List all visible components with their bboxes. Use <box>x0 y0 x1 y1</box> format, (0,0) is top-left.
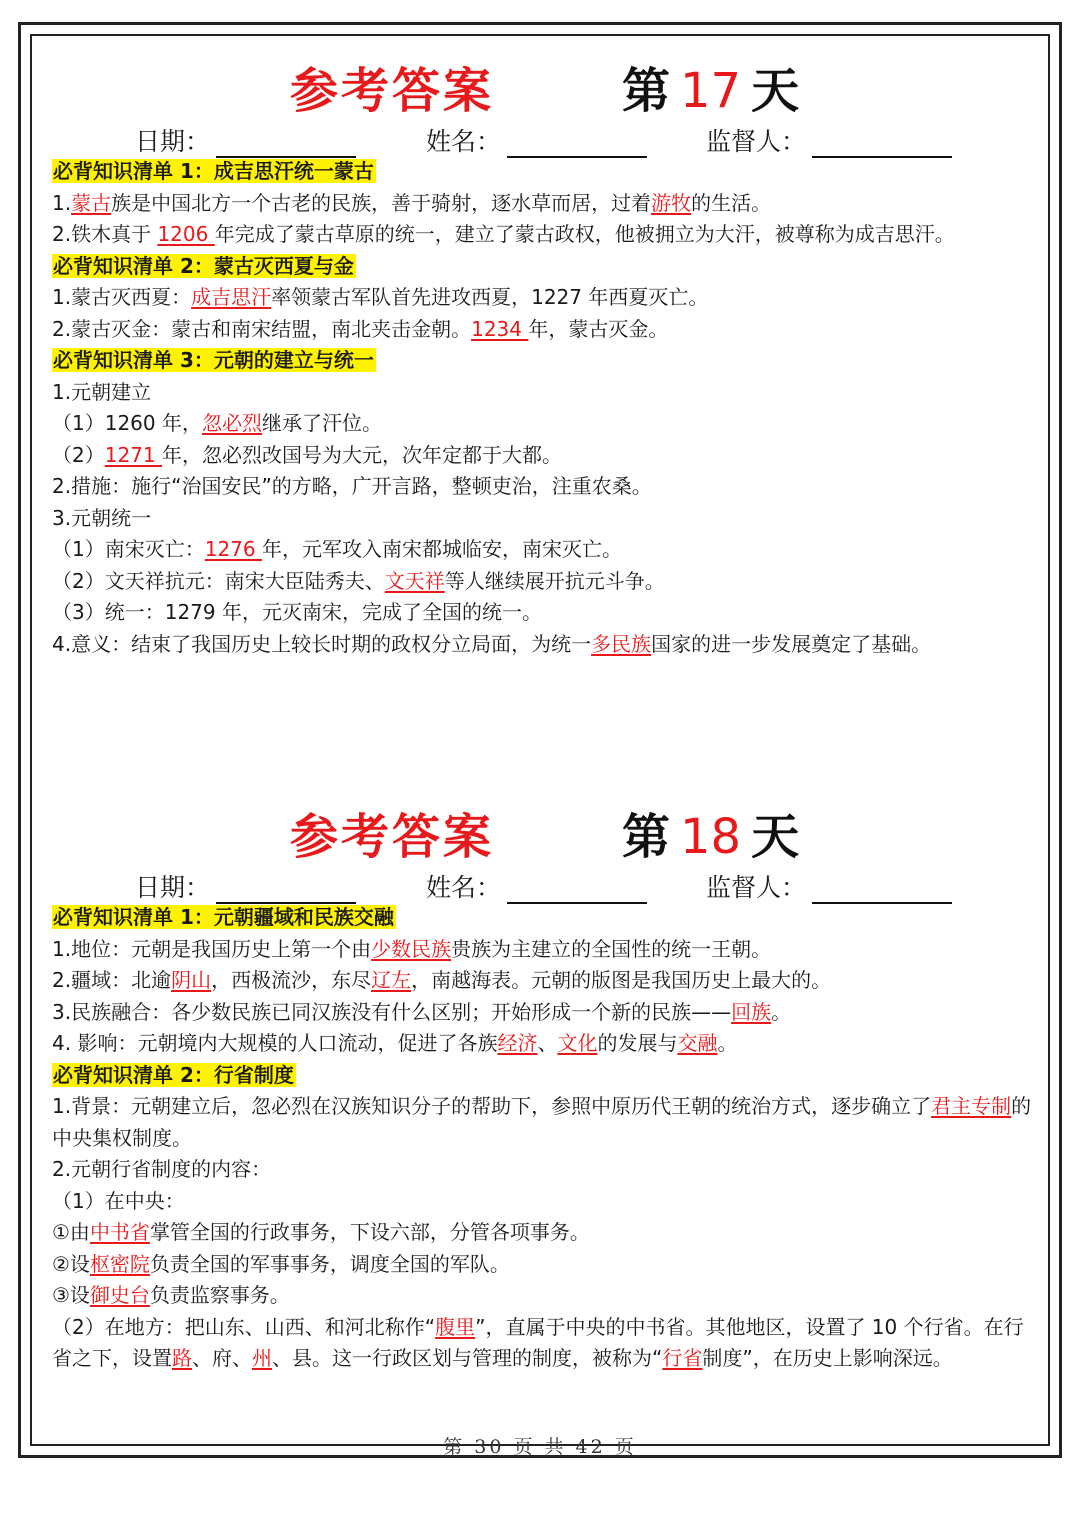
section-heading: 必背知识清单 2：行省制度 <box>53 1062 294 1087</box>
answer: 少数民族 <box>371 936 452 961</box>
sheet2-day-number: 18 <box>680 809 742 865</box>
sheet2-date-blank[interactable] <box>216 876 356 904</box>
sheet1-s3-line7 <box>52 566 1032 598</box>
text: 的发展与 <box>597 1031 678 1055</box>
text: （2）在地方：把山东、山西、和河北称作“ <box>52 1314 436 1339</box>
section-heading: 必背知识清单 1：成吉思汗统一蒙古 <box>53 159 374 183</box>
sheet2-supervisor-label: 监督人： <box>706 873 807 902</box>
sheet1-date-blank[interactable] <box>216 130 356 158</box>
sheet2-s2-line1 <box>52 1091 1032 1154</box>
section-heading: 必背知识清单 3：元朝的建立与统一 <box>53 348 374 372</box>
text: 1.蒙古灭西夏： <box>52 285 192 309</box>
sheet1-s2-line1 <box>52 282 1032 314</box>
answer: 1234 <box>471 316 529 341</box>
text: 年完成了蒙古草原的统一，建立了蒙古政权，他被拥立为大汗，被尊称为成吉思汗。 <box>214 222 955 246</box>
text: 4.意义：结束了我国历史上较长时期的政权分立局面，为统一 <box>52 631 592 656</box>
text: 族是中国北方一个古老的民族，善于骑射，逐水草而居，过着 <box>111 190 652 215</box>
sheet2-s2-line7 <box>52 1312 1032 1375</box>
text: 。 <box>717 1031 738 1055</box>
sheet1-s1-line2 <box>52 219 1032 251</box>
text: ③设 <box>52 1283 90 1307</box>
sheet2-day-label <box>622 798 799 867</box>
text: 率领蒙古军队首先进攻西夏，1227 年西夏灭亡。 <box>271 285 709 309</box>
sheet1-s3-line2 <box>52 408 1032 440</box>
text: （1）南宋灭亡： <box>52 537 205 561</box>
answer: 1271 <box>104 442 162 467</box>
text: 的中央集权制度。 <box>52 1094 1032 1150</box>
text: 、县。这一行政区划与管理的制度，被称为“ <box>272 1346 663 1370</box>
sheet1-heading-1 <box>52 156 1032 188</box>
text: ”，直属于中央的中书省。其他地区，设置了 10 个行省。在行省之下，设置 <box>52 1314 1024 1370</box>
sheet1-content <box>52 156 1032 660</box>
text: 负责全国的军事事务，调度全国的军队。 <box>149 1251 510 1276</box>
answer: 路 <box>172 1346 192 1370</box>
text: 1. <box>52 190 72 215</box>
sheet1-s1-line1 <box>52 188 1032 220</box>
text: ，南越海表。元朝的版图是我国历史上最大的。 <box>411 968 832 992</box>
text: （2）文天祥抗元：南宋大臣陆秀夫、 <box>52 568 385 593</box>
sheet1-heading-3 <box>52 345 1032 377</box>
section-heading: 必背知识清单 2：蒙古灭西夏与金 <box>53 253 354 278</box>
text: 负责监察事务。 <box>149 1283 290 1307</box>
sheet1-s3-line8: （3）统一：1279 年，元灭南宋，完成了全国的统一。 <box>52 600 542 624</box>
sheet1-day-prefix: 第 <box>622 63 671 119</box>
sheet2-name-blank[interactable] <box>507 876 647 904</box>
text: 1.背景：元朝建立后，忽必烈在汉族知识分子的帮助下，参照中原历代王朝的统治方式，逐步确立了 <box>52 1094 932 1118</box>
sheet1-s3-line1: 1.元朝建立 <box>52 379 152 404</box>
sheet2-supervisor-field <box>706 868 952 904</box>
sheet2-title: 参考答案 <box>290 809 495 865</box>
text: （2） <box>52 442 105 467</box>
sheet1-supervisor-field <box>706 122 952 158</box>
sheet2-day-suffix: 天 <box>751 809 800 865</box>
sheet1-heading-2 <box>52 251 1032 283</box>
answer: 腹里 <box>435 1314 476 1339</box>
text: ①由 <box>52 1220 90 1244</box>
sheet1-s3-line5: 3.元朝统一 <box>52 505 152 530</box>
answer: 御史台 <box>89 1283 150 1307</box>
section-heading: 必背知识清单 1：元朝疆域和民族交融 <box>53 905 394 929</box>
sheet2-content <box>52 902 1032 1375</box>
text: 等人继续展开抗元斗争。 <box>444 568 665 593</box>
sheet1-s2-line2 <box>52 314 1032 346</box>
text: 1.地位：元朝是我国历史上第一个由 <box>52 936 372 961</box>
answer: 中书省 <box>89 1220 150 1244</box>
sheet2-heading-1 <box>52 902 1032 934</box>
sheet2-name-label: 姓名： <box>426 873 502 902</box>
text: 2.铁木真于 <box>52 222 158 246</box>
answer: 1206 <box>157 222 215 246</box>
text: 2.蒙古灭金：蒙古和南宋结盟，南北夹击金朝。 <box>52 316 472 341</box>
sheet1-name-blank[interactable] <box>507 130 647 158</box>
sheet1-supervisor-label: 监督人： <box>706 127 807 156</box>
answer: 州 <box>252 1346 272 1370</box>
sheet1-s3-line9 <box>52 629 1032 661</box>
text: 制度”，在历史上影响深远。 <box>702 1346 953 1370</box>
sheet1-day-suffix: 天 <box>751 63 800 119</box>
sheet1-day-number: 17 <box>680 63 742 119</box>
answer: 枢密院 <box>89 1251 150 1276</box>
sheet2-name-field <box>426 868 647 904</box>
answer: 多民族 <box>591 631 652 656</box>
text: 3.民族融合：各少数民族已同汉族没有什么区别；开始形成一个新的民族—— <box>52 999 732 1024</box>
answer: 文天祥 <box>384 568 445 593</box>
text: 、府、 <box>192 1346 252 1370</box>
sheet2-s1-line1 <box>52 934 1032 966</box>
sheet1-s3-line3 <box>52 440 1032 472</box>
text: （1）1260 年， <box>52 411 202 435</box>
sheet1-title-row <box>0 52 1080 122</box>
sheet2-heading-2 <box>52 1060 1032 1092</box>
sheet1-supervisor-blank[interactable] <box>812 130 952 158</box>
sheet1-name-label: 姓名： <box>426 127 502 156</box>
sheet2-s2-line2: 2.元朝行省制度的内容： <box>52 1157 272 1181</box>
sheet2-date-label: 日期： <box>135 873 211 902</box>
sheet2-s2-line6 <box>52 1280 1032 1312</box>
answer: 成吉思汗 <box>191 285 272 309</box>
text: 4. 影响：元朝境内大规模的人口流动，促进了各族 <box>52 1031 498 1055</box>
text: ，西极流沙，东尽 <box>211 968 372 992</box>
text: 年，忽必烈改国号为大元，次年定都于大都。 <box>162 442 562 467</box>
text: 国家的进一步发展奠定了基础。 <box>651 631 932 656</box>
answer: 文化 <box>557 1031 598 1055</box>
sheet1-s3-line4: 2.措施：施行“治国安民”的方略，广开言路，整顿吏治，注重农桑。 <box>52 474 652 498</box>
answer: 辽左 <box>371 968 412 992</box>
answer: 忽必烈 <box>201 411 262 435</box>
answer: 阴山 <box>171 968 212 992</box>
text: 。 <box>771 999 792 1024</box>
text: 的生活。 <box>691 190 772 215</box>
sheet1-name-field <box>426 122 647 158</box>
sheet1-day-label <box>622 52 799 121</box>
sheet2-supervisor-blank[interactable] <box>812 876 952 904</box>
text: 年，元军攻入南宋都城临安，南宋灭亡。 <box>262 537 622 561</box>
answer: 经济 <box>497 1031 538 1055</box>
answer: 1276 <box>204 537 262 561</box>
sheet2-date-field <box>135 868 356 904</box>
answer: 游牧 <box>651 190 692 215</box>
text: 、 <box>537 1031 558 1055</box>
sheet2-s2-line3: （1）在中央： <box>52 1188 185 1213</box>
text: 掌管全国的行政事务，下设六部，分管各项事务。 <box>149 1220 590 1244</box>
sheet2-s1-line2 <box>52 965 1032 997</box>
text: 年，蒙古灭金。 <box>528 316 669 341</box>
sheet2-title-row <box>0 798 1080 868</box>
sheet2-s1-line3 <box>52 997 1032 1029</box>
text: 贵族为主建立的全国性的统一王朝。 <box>451 936 772 961</box>
sheet1-s3-line6 <box>52 534 1032 566</box>
text: ②设 <box>52 1251 90 1276</box>
answer: 交融 <box>677 1031 718 1055</box>
answer: 君主专制 <box>931 1094 1012 1118</box>
sheet2-s1-line4 <box>52 1028 1032 1060</box>
sheet2-s2-line4 <box>52 1217 1032 1249</box>
sheet1-date-label: 日期： <box>135 127 211 156</box>
sheet2-day-prefix: 第 <box>622 809 671 865</box>
text: 2.疆域：北逾 <box>52 968 172 992</box>
sheet1-date-field <box>135 122 356 158</box>
answer: 回族 <box>731 999 772 1024</box>
answer: 行省 <box>662 1346 703 1370</box>
sheet2-s2-line5 <box>52 1249 1032 1281</box>
sheet1-title: 参考答案 <box>290 63 495 119</box>
page-footer: 第 30 页 共 42 页 <box>443 1436 637 1458</box>
text: 继承了汗位。 <box>261 411 382 435</box>
answer: 蒙古 <box>71 190 112 215</box>
